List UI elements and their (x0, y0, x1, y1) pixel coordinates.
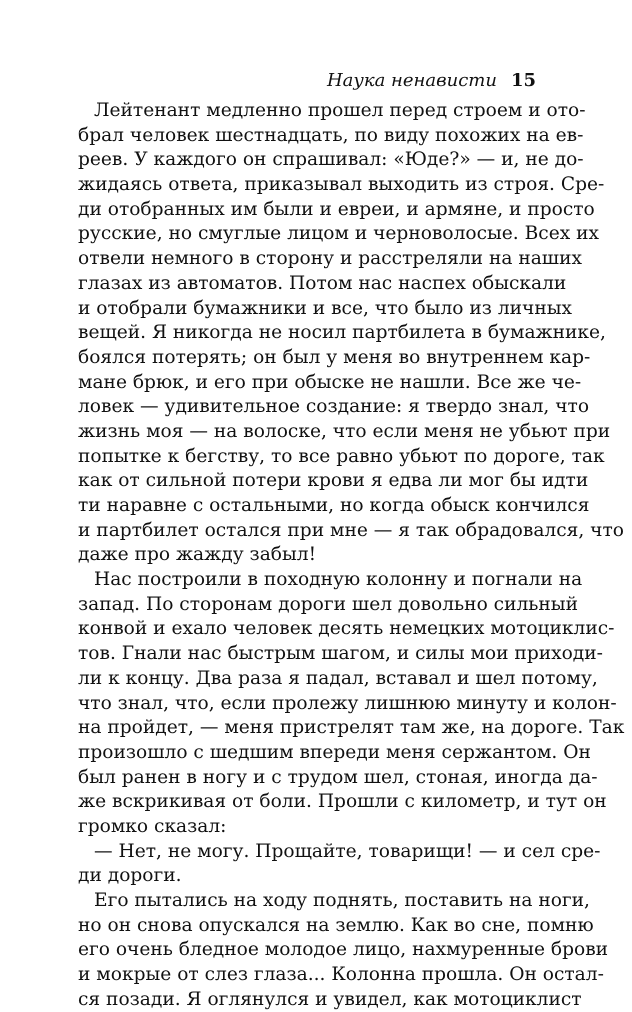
text-line: что знал, что, если пролежу лишнюю минуту и колон- (78, 692, 617, 714)
text-line: запад. По сторонам дороги шел довольно сильный (78, 593, 578, 615)
page-header (327, 70, 536, 91)
text-line: отвели немного в сторону и расстреляли на наших (78, 248, 582, 270)
text-line: даже про жажду забыл! (78, 544, 317, 566)
text-line: ди дороги. (78, 865, 182, 887)
text-line: и мокрые от слез глаза... Колонна прошла. Он остал- (78, 964, 604, 986)
text-line: произошло с шедшим впереди меня сержантом. Он (78, 741, 591, 763)
body-text (78, 99, 625, 1012)
text-line: брал человек шестнадцать, по виду похожих на ев- (78, 124, 584, 146)
text-line: Нас построили в походную колонну и погнали на (94, 569, 583, 591)
text-line: реев. У каждого он спрашивал: «Юде?» — и, не до- (78, 149, 584, 171)
text-line: его очень бледное молодое лицо, нахмуренные брови (78, 939, 609, 961)
text-line: же вскрикивая от боли. Прошли с километр, и тут он (78, 791, 607, 813)
text-line: но он снова опускался на землю. Как во сне, помню (78, 914, 594, 936)
text-line: — Нет, не могу. Прощайте, товарищи! — и сел сре- (94, 840, 601, 862)
text-line: был ранен в ногу и с трудом шел, стоная, иногда да- (78, 766, 598, 788)
text-line: громко сказал: (78, 815, 227, 837)
text-line: Его пытались на ходу поднять, поставить на ноги, (94, 890, 590, 911)
text-line: ся позади. Я оглянулся и увидел, как мотоциклист (78, 988, 582, 1010)
text-line: мане брюк, и его при обыске не нашли. Все же че- (78, 371, 582, 393)
text-line: боялся потерять; он был у меня во внутреннем кар- (78, 346, 591, 368)
text-line: как от сильной потери крови я едва ли мог бы идти (78, 470, 589, 492)
text-line: тов. Гнали нас быстрым шагом, и силы мои приходи- (78, 643, 603, 665)
text-line: на пройдет, — меня пристрелят там же, на дороге. Так (78, 717, 625, 739)
text-line: и партбилет остался при мне — я так обрадовался, что (78, 519, 624, 541)
text-line: русские, но смуглые лицом и черноволосые. Всех их (78, 223, 599, 245)
text-line: глазах из автоматов. Потом нас наспех обыскали (78, 272, 567, 294)
running-title: Наука ненависти (326, 70, 497, 91)
text-line: и отобрали бумажники и все, что было из личных (78, 297, 572, 319)
text-line: ди отобранных им были и евреи, и армяне, и просто (78, 198, 595, 220)
text-line: вещей. Я никогда не носил партбилета в бумажнике, (78, 322, 606, 344)
text-line: ти наравне с остальными, но когда обыск кончился (78, 495, 590, 516)
text-line: ловек — удивительное создание: я твердо знал, что (78, 396, 590, 418)
text-line: жизнь моя — на волоске, что если меня не убьют при (78, 420, 611, 442)
text-line: конвой и ехало человек десять немецких мотоциклис- (78, 618, 615, 640)
text-line: ли к концу. Два раза я падал, вставал и шел потому, (78, 667, 598, 689)
text-line: попытке к бегству, то все равно убьют по дороге, так (78, 445, 605, 467)
text-line: Лейтенант медленно прошел перед строем и ото- (94, 100, 586, 121)
text-line: жидаясь ответа, приказывал выходить из строя. Сре- (78, 174, 605, 196)
page-number: 15 (510, 70, 536, 91)
